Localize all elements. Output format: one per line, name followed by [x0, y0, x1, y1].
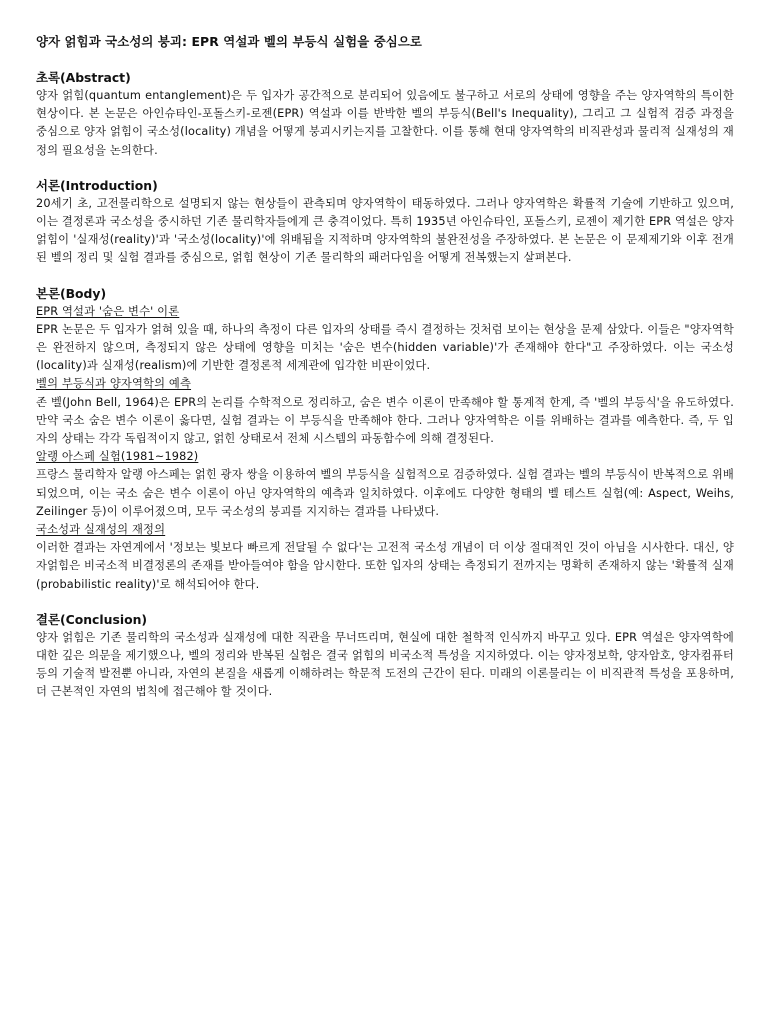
subsection-title: 알랭 아스페 실험(1981~1982)	[36, 450, 199, 464]
abstract-section	[36, 69, 734, 160]
abstract-heading: 초록(Abstract)	[36, 70, 131, 85]
conclusion-heading: 결론(Conclusion)	[36, 611, 148, 627]
body-subsection-bell	[36, 375, 734, 448]
subsection-title: 벨의 부등식과 양자역학의 예측	[36, 377, 192, 391]
body-heading: 본론(Body)	[36, 285, 107, 301]
introduction-heading: 서론(Introduction)	[36, 177, 158, 193]
subsection-text: EPR 논문은 두 입자가 얽혀 있을 때, 하나의 측정이 다른 입자의 상태를 즉시 결정하는 것처럼 보이는 현상을 문제 삼았다. 이들은 "양자역학은 완전하지 않으며, 측정되지 않은 상태에 영향을 미치는 '숨은 변수(hidden variable)'가 존재해야 한다"고 주장하였다. 이는 국소성(locality)과 실재성(realism)에 기반한 결정론적 세계관에 입각한 비판이었다.	[36, 322, 734, 373]
body-subsection-aspect	[36, 448, 734, 521]
abstract-text: 양자 얽힘(quantum entanglement)은 두 입자가 공간적으로 분리되어 있음에도 불구하고 서로의 상태에 영향을 주는 양자역학의 특이한 현상이다. 본 논문은 아인슈타인-포돌스키-로젠(EPR) 역설과 이를 반박한 벨의 부등식(Bell's Inequality), 그리고 그 실험적 검증 과정을 중심으로 양자 얽힘이 국소성(locality) 개념을 어떻게 붕괴시키는지를 고찰한다. 이를 통해 현대 양자역학의 비직관성과 물리적 실재성의 재정의 필요성을 논의한다.	[36, 89, 734, 157]
introduction-text: 20세기 초, 고전물리학으로 설명되지 않는 현상들이 관측되며 양자역학이 태동하였다. 그러나 양자역학은 확률적 기술에 기반하고 있으며, 이는 결정론과 국소성을 중시하던 기존 물리학자들에게 큰 충격이었다. 특히 1935년 아인슈타인, 포돌스키, 로젠이 제기한 EPR 역설은 양자 얽힘이 '실재성(reality)'과 '국소성(locality)'에 위배됨을 지적하며 양자역학의 불완전성을 주장하였다. 본 논문은 이 문제제기와 이후 전개된 벨의 정리 및 실험 결과를 중심으로, 얽힘 현상이 기존 물리학의 패러다임을 어떻게 전복했는지 살펴본다.	[36, 196, 734, 265]
document-page	[36, 33, 734, 719]
subsection-title: 국소성과 실재성의 재정의	[36, 523, 166, 537]
body-subsection-epr	[36, 303, 734, 376]
document-title: 양자 얽힘과 국소성의 붕괴: EPR 역설과 벨의 부등식 실험을 중심으로	[36, 34, 422, 49]
conclusion-section	[36, 611, 734, 702]
introduction-section	[36, 177, 734, 268]
body-subsection-locality	[36, 521, 734, 594]
subsection-text: 이러한 결과는 자연계에서 '정보는 빛보다 빠르게 전달될 수 없다'는 고전적 국소성 개념이 더 이상 절대적인 것이 아님을 시사한다. 대신, 양자얽힘은 비국소적 비결정론의 존재를 받아들여야 함을 암시한다. 또한 입자의 상태는 측정되기 전까지는 명확히 존재하지 않는 '확률적 실재(probabilistic reality)'로 해석되어야 한다.	[36, 541, 734, 591]
subsection-title: EPR 역설과 '숨은 변수' 이론	[36, 304, 180, 318]
subsection-text: 존 벨(John Bell, 1964)은 EPR의 논리를 수학적으로 정리하고, 숨은 변수 이론이 만족해야 할 통계적 한계, 즉 '벨의 부등식'을 유도하였다. 만약 국소 숨은 변수 이론이 옳다면, 실험 결과는 이 부등식을 만족해야 한다. 그러나 양자역학은 이를 위배하는 결과를 예측한다. 즉, 두 입자의 상태는 각각 독립적이지 않고, 얽힌 상태로서 전체 시스템의 파동함수에 의해 결정된다.	[36, 395, 734, 446]
conclusion-text: 양자 얽힘은 기존 물리학의 국소성과 실재성에 대한 직관을 무너뜨리며, 현실에 대한 철학적 인식까지 바꾸고 있다. EPR 역설은 양자역학에 대한 깊은 의문을 제기했으나, 벨의 정리와 반복된 실험은 결국 얽힘의 비국소적 특성을 지지하였다. 이는 양자정보학, 양자암호, 양자컴퓨터 등의 기술적 발전뿐 아니라, 자연의 본질을 새롭게 이해하려는 학문적 도전의 근간이 된다. 미래의 이론물리는 이 비직관적 특성을 포용하며, 더 근본적인 자연의 법칙에 접근해야 할 것이다.	[36, 630, 734, 699]
body-section	[36, 285, 734, 594]
subsection-text: 프랑스 물리학자 알랭 아스페는 얽힌 광자 쌍을 이용하여 벨의 부등식을 실험적으로 검증하였다. 실험 결과는 벨의 부등식이 반복적으로 위배되었으며, 이는 국소 숨은 변수 이론이 아닌 양자역학의 예측과 일치하였다. 이후에도 다양한 형태의 벨 테스트 실험(예: Aspect, Weihs, Zeilinger 등)이 이루어졌으며, 모두 국소성의 붕괴를 지지하는 결과를 나타냈다.	[36, 468, 734, 518]
